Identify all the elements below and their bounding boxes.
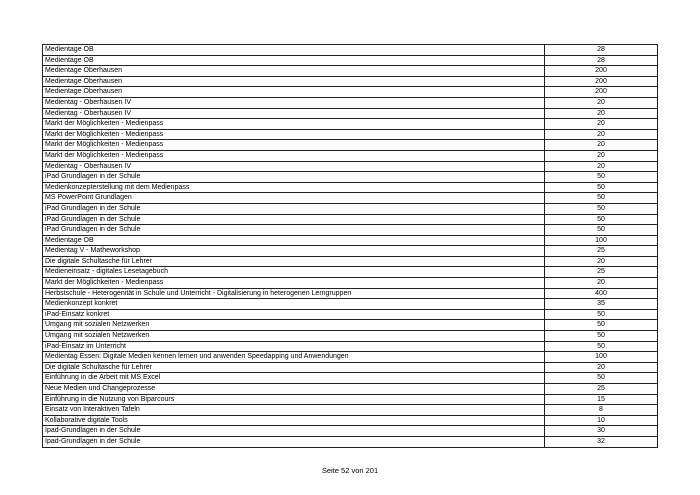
event-title-cell: Neue Medien und Changeprozesse xyxy=(43,384,545,395)
participant-count-cell: 20 xyxy=(545,256,658,267)
participant-count-cell: 200 xyxy=(545,66,658,77)
table-row xyxy=(43,256,658,267)
event-title-cell: Medientage OB xyxy=(43,55,545,66)
event-title-cell: Markt der Möglichkeiten - Medienpass xyxy=(43,140,545,151)
table-row xyxy=(43,182,658,193)
participant-count-cell: 50 xyxy=(545,373,658,384)
participant-count-cell: 20 xyxy=(545,278,658,289)
event-title-cell: Medientage Oberhausen xyxy=(43,66,545,77)
event-title-cell: Medientage OB xyxy=(43,235,545,246)
event-title-cell: Medientag Essen: Digitale Medien kennen lernen und anwenden Speedapping und Anwendungen xyxy=(43,352,545,363)
participant-count-cell: 50 xyxy=(545,341,658,352)
event-title-cell: Umgang mit sozialen Netzwerken xyxy=(43,331,545,342)
participant-count-cell: 50 xyxy=(545,172,658,183)
table-row xyxy=(43,415,658,426)
event-title-cell: iPad Grundlagen in der Schule xyxy=(43,225,545,236)
event-title-cell: iPad Grundlagen in der Schule xyxy=(43,214,545,225)
participant-count-cell: 20 xyxy=(545,161,658,172)
table-row xyxy=(43,172,658,183)
participant-count-cell: 200 xyxy=(545,76,658,87)
event-title-cell: Medientage Oberhausen xyxy=(43,87,545,98)
participant-count-cell: 8 xyxy=(545,405,658,416)
table-row xyxy=(43,119,658,130)
events-table-body xyxy=(43,45,658,448)
participant-count-cell: 50 xyxy=(545,193,658,204)
event-title-cell: Markt der Möglichkeiten - Medienpass xyxy=(43,278,545,289)
participant-count-cell: 50 xyxy=(545,331,658,342)
event-title-cell: iPad-Einsatz im Unterricht xyxy=(43,341,545,352)
participant-count-cell: 100 xyxy=(545,235,658,246)
event-title-cell: Einführung in die Arbeit mit MS Excel xyxy=(43,373,545,384)
events-table xyxy=(42,44,658,448)
table-row xyxy=(43,161,658,172)
event-title-cell: Die digitale Schultasche für Lehrer xyxy=(43,362,545,373)
event-title-cell: Einführung in die Nutzung von Biparcours xyxy=(43,394,545,405)
participant-count-cell: 20 xyxy=(545,119,658,130)
table-row xyxy=(43,45,658,56)
table-row xyxy=(43,225,658,236)
event-title-cell: Medientag V - Matheworkshop xyxy=(43,246,545,257)
participant-count-cell: 50 xyxy=(545,214,658,225)
table-row xyxy=(43,384,658,395)
event-title-cell: Medienkonzept konkret xyxy=(43,299,545,310)
table-row xyxy=(43,320,658,331)
participant-count-cell: 25 xyxy=(545,246,658,257)
table-row xyxy=(43,426,658,437)
participant-count-cell: 28 xyxy=(545,45,658,56)
table-row xyxy=(43,235,658,246)
participant-count-cell: 20 xyxy=(545,108,658,119)
event-title-cell: Ipad-Grundlagen in der Schule xyxy=(43,426,545,437)
event-title-cell: Markt der Möglichkeiten - Medienpass xyxy=(43,129,545,140)
table-row xyxy=(43,267,658,278)
participant-count-cell: 32 xyxy=(545,436,658,447)
table-row xyxy=(43,66,658,77)
participant-count-cell: 100 xyxy=(545,352,658,363)
event-title-cell: Medieneinsatz - digitales Lesetagebuch xyxy=(43,267,545,278)
participant-count-cell: 25 xyxy=(545,267,658,278)
event-title-cell: Einsatz von Interaktiven Tafeln xyxy=(43,405,545,416)
table-row xyxy=(43,140,658,151)
table-row xyxy=(43,373,658,384)
participant-count-cell: 400 xyxy=(545,288,658,299)
table-row xyxy=(43,299,658,310)
participant-count-cell: 20 xyxy=(545,97,658,108)
participant-count-cell: 30 xyxy=(545,426,658,437)
table-row xyxy=(43,341,658,352)
event-title-cell: iPad Grundlagen in der Schule xyxy=(43,203,545,214)
table-row xyxy=(43,352,658,363)
table-row xyxy=(43,394,658,405)
event-title-cell: iPad-Einsatz konkret xyxy=(43,309,545,320)
event-title-cell: Markt der Möglichkeiten - Medienpass xyxy=(43,119,545,130)
table-row xyxy=(43,87,658,98)
event-title-cell: Ipad-Grundlagen in der Schule xyxy=(43,436,545,447)
event-title-cell: Umgang mit sozialen Netzwerken xyxy=(43,320,545,331)
table-row xyxy=(43,97,658,108)
table-row xyxy=(43,193,658,204)
participant-count-cell: 50 xyxy=(545,320,658,331)
table-row xyxy=(43,150,658,161)
participant-count-cell: 25 xyxy=(545,384,658,395)
event-title-cell: Medienkonzepterstellung mit dem Medienpass xyxy=(43,182,545,193)
event-title-cell: iPad Grundlagen in der Schule xyxy=(43,172,545,183)
event-title-cell: Kollaborative digitale Tools xyxy=(43,415,545,426)
table-row xyxy=(43,76,658,87)
table-row xyxy=(43,331,658,342)
event-title-cell: Markt der Möglichkeiten - Medienpass xyxy=(43,150,545,161)
participant-count-cell: 10 xyxy=(545,415,658,426)
participant-count-cell: 200 xyxy=(545,87,658,98)
table-row xyxy=(43,288,658,299)
event-title-cell: Herbstschule - Heterogenität in Schule und Unterricht - Digitalisierung in heterogenen Lerngruppen xyxy=(43,288,545,299)
table-row xyxy=(43,129,658,140)
table-row xyxy=(43,362,658,373)
event-title-cell: Medientag - Oberhausen IV xyxy=(43,161,545,172)
participant-count-cell: 20 xyxy=(545,362,658,373)
event-title-cell: Medientage OB xyxy=(43,45,545,56)
event-title-cell: Medientage Oberhausen xyxy=(43,76,545,87)
event-title-cell: MS PowerPoint Grundlagen xyxy=(43,193,545,204)
table-row xyxy=(43,436,658,447)
event-title-cell: Medientag - Oberhausen IV xyxy=(43,97,545,108)
event-title-cell: Die digitale Schultasche für Lehrer xyxy=(43,256,545,267)
participant-count-cell: 28 xyxy=(545,55,658,66)
participant-count-cell: 50 xyxy=(545,309,658,320)
event-title-cell: Medientag - Oberhausen IV xyxy=(43,108,545,119)
table-row xyxy=(43,108,658,119)
table-row xyxy=(43,203,658,214)
table-row xyxy=(43,246,658,257)
table-row xyxy=(43,214,658,225)
participant-count-cell: 20 xyxy=(545,129,658,140)
table-row xyxy=(43,278,658,289)
table-row xyxy=(43,405,658,416)
participant-count-cell: 20 xyxy=(545,140,658,151)
participant-count-cell: 35 xyxy=(545,299,658,310)
page-number: Seite 52 von 201 xyxy=(321,466,379,475)
participant-count-cell: 50 xyxy=(545,203,658,214)
participant-count-cell: 15 xyxy=(545,394,658,405)
participant-count-cell: 20 xyxy=(545,150,658,161)
table-row xyxy=(43,309,658,320)
participant-count-cell: 50 xyxy=(545,182,658,193)
table-row xyxy=(43,55,658,66)
participant-count-cell: 50 xyxy=(545,225,658,236)
